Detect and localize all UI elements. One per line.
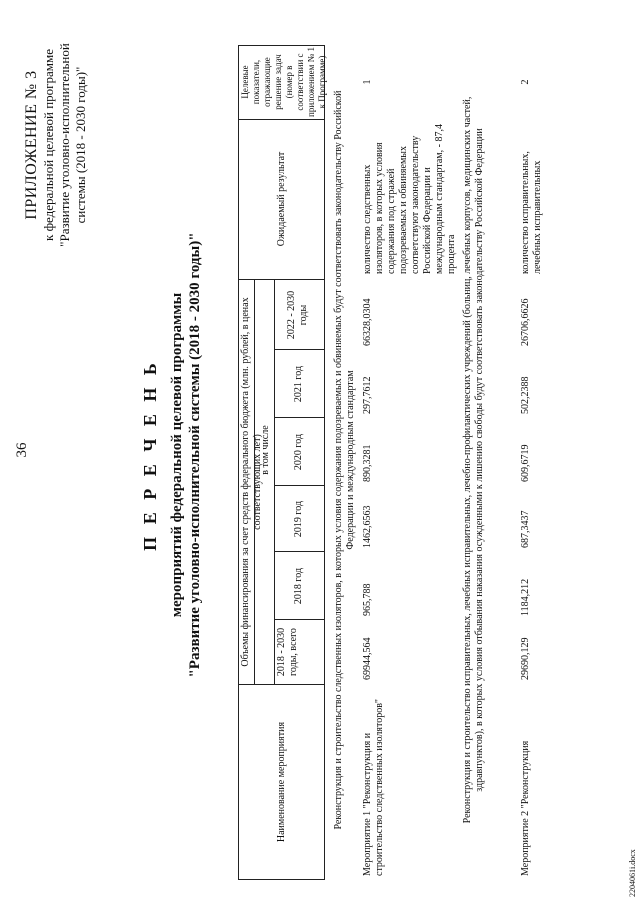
- header-result: Ожидаемый результат: [276, 151, 287, 247]
- document-title-line-2: "Развитие уголовно-исполнительной системы (2018 - 2030 годы)": [187, 232, 203, 678]
- page-number: 36: [14, 442, 30, 458]
- appendix-line-3: системы (2018 - 2030 годы)": [73, 66, 88, 224]
- table-rule-v7: [238, 279, 324, 280]
- row-2-2022-2030: 26706,6626: [520, 298, 531, 346]
- row-2-2018: 1184,212: [520, 578, 531, 616]
- header-name: Наименование мероприятия: [276, 721, 287, 843]
- row-1-2019: 1462,6563: [362, 505, 373, 548]
- measures-table: [238, 45, 568, 880]
- table-border-top: [238, 45, 239, 880]
- table-rule-v5: [274, 417, 324, 418]
- table-rule-v3: [274, 551, 324, 552]
- row-1-2020: 890,3281: [362, 444, 373, 482]
- appendix-number: ПРИЛОЖЕНИЕ № 3: [23, 70, 40, 220]
- appendix-line-2: "Развитие уголовно-исполнительной: [57, 43, 72, 247]
- header-total: 2018 - 2030 годы, всего: [276, 627, 299, 677]
- header-year-2020: 2020 год: [293, 433, 304, 471]
- table-rule-v4: [274, 485, 324, 486]
- table-rule-v1: [238, 684, 324, 685]
- appendix-line-1: к федеральной целевой программе: [41, 49, 56, 241]
- row-1-2018: 965,788: [362, 583, 373, 616]
- table-rule-v2: [274, 619, 324, 620]
- document-heading: П Е Р Е Ч Е Н Ь: [140, 359, 160, 551]
- row-2-name: Мероприятие 2 "Реконструкция: [520, 740, 531, 876]
- row-2-result: количество исправительных, лечебных исправительных: [520, 151, 543, 274]
- table-border-right: [238, 45, 324, 46]
- header-year-2018: 2018 год: [293, 567, 304, 605]
- row-1-indicator: 1: [362, 79, 373, 85]
- table-rule-v8: [238, 119, 324, 120]
- row-1-name: Мероприятие 1 "Реконструкция и строительство следственных изоляторов": [362, 698, 385, 876]
- row-2-indicator: 2: [520, 79, 531, 85]
- row-1-2022-2030: 66328,0304: [362, 298, 373, 346]
- header-indicator: Целевые показатели, отражающие решение задач (номер в соответствии с приложением № 1 к Программе): [240, 47, 327, 117]
- row-1-result: количество следственных изоляторов, в которых условия содержания под стражей подозреваемых и обвиняемых соответствуют законодательству Российской Федерации и международным стандартам, - 87,4 процента: [362, 124, 457, 274]
- document-title: [168, 195, 204, 715]
- table-rule-including: [274, 280, 275, 685]
- row-2-2020: 609,6719: [520, 444, 531, 482]
- header-funding: Объемы финансирования за счет средств федерального бюджета (млн. рублей, в ценах соответствующих лет): [240, 297, 263, 667]
- header-including: в том числе: [260, 425, 271, 475]
- header-year-2021: 2021 год: [293, 365, 304, 403]
- row-2-2021: 502,2388: [520, 376, 531, 414]
- row-2-total: 29690,129: [520, 637, 531, 680]
- header-year-2019: 2019 год: [293, 500, 304, 538]
- row-2-2019: 687,3437: [520, 510, 531, 548]
- row-1-2021: 297,7612: [362, 376, 373, 414]
- section-heading-1: Реконструкция и строительство следственных изоляторов, в которых условия содержания подозреваемых и обвиняемых будут соответствовать законодательству Российской Федерации и международным стандартам: [333, 90, 356, 830]
- section-heading-2: Реконструкция и строительство исправительных, лечебных исправительных, лечебно-профилактических учреждений (больниц, лечебных корпусов, медицинских частей, здравпунктов), в которых условия отбывания наказания осужденными к лишению свободы будут соответствовать законодательству Российской Федерации: [462, 96, 485, 824]
- appendix-block: [22, 30, 89, 260]
- row-1-total: 69944,564: [362, 637, 373, 680]
- document-title-line-1: мероприятий федеральной целевой программы: [169, 292, 185, 618]
- table-header-bottom: [324, 45, 325, 880]
- table-rule-v6: [274, 349, 324, 350]
- table-border-left: [238, 879, 324, 880]
- header-year-2022-2030: 2022 - 2030 годы: [286, 290, 309, 340]
- file-name-footer: 2204061i.docx: [628, 849, 637, 897]
